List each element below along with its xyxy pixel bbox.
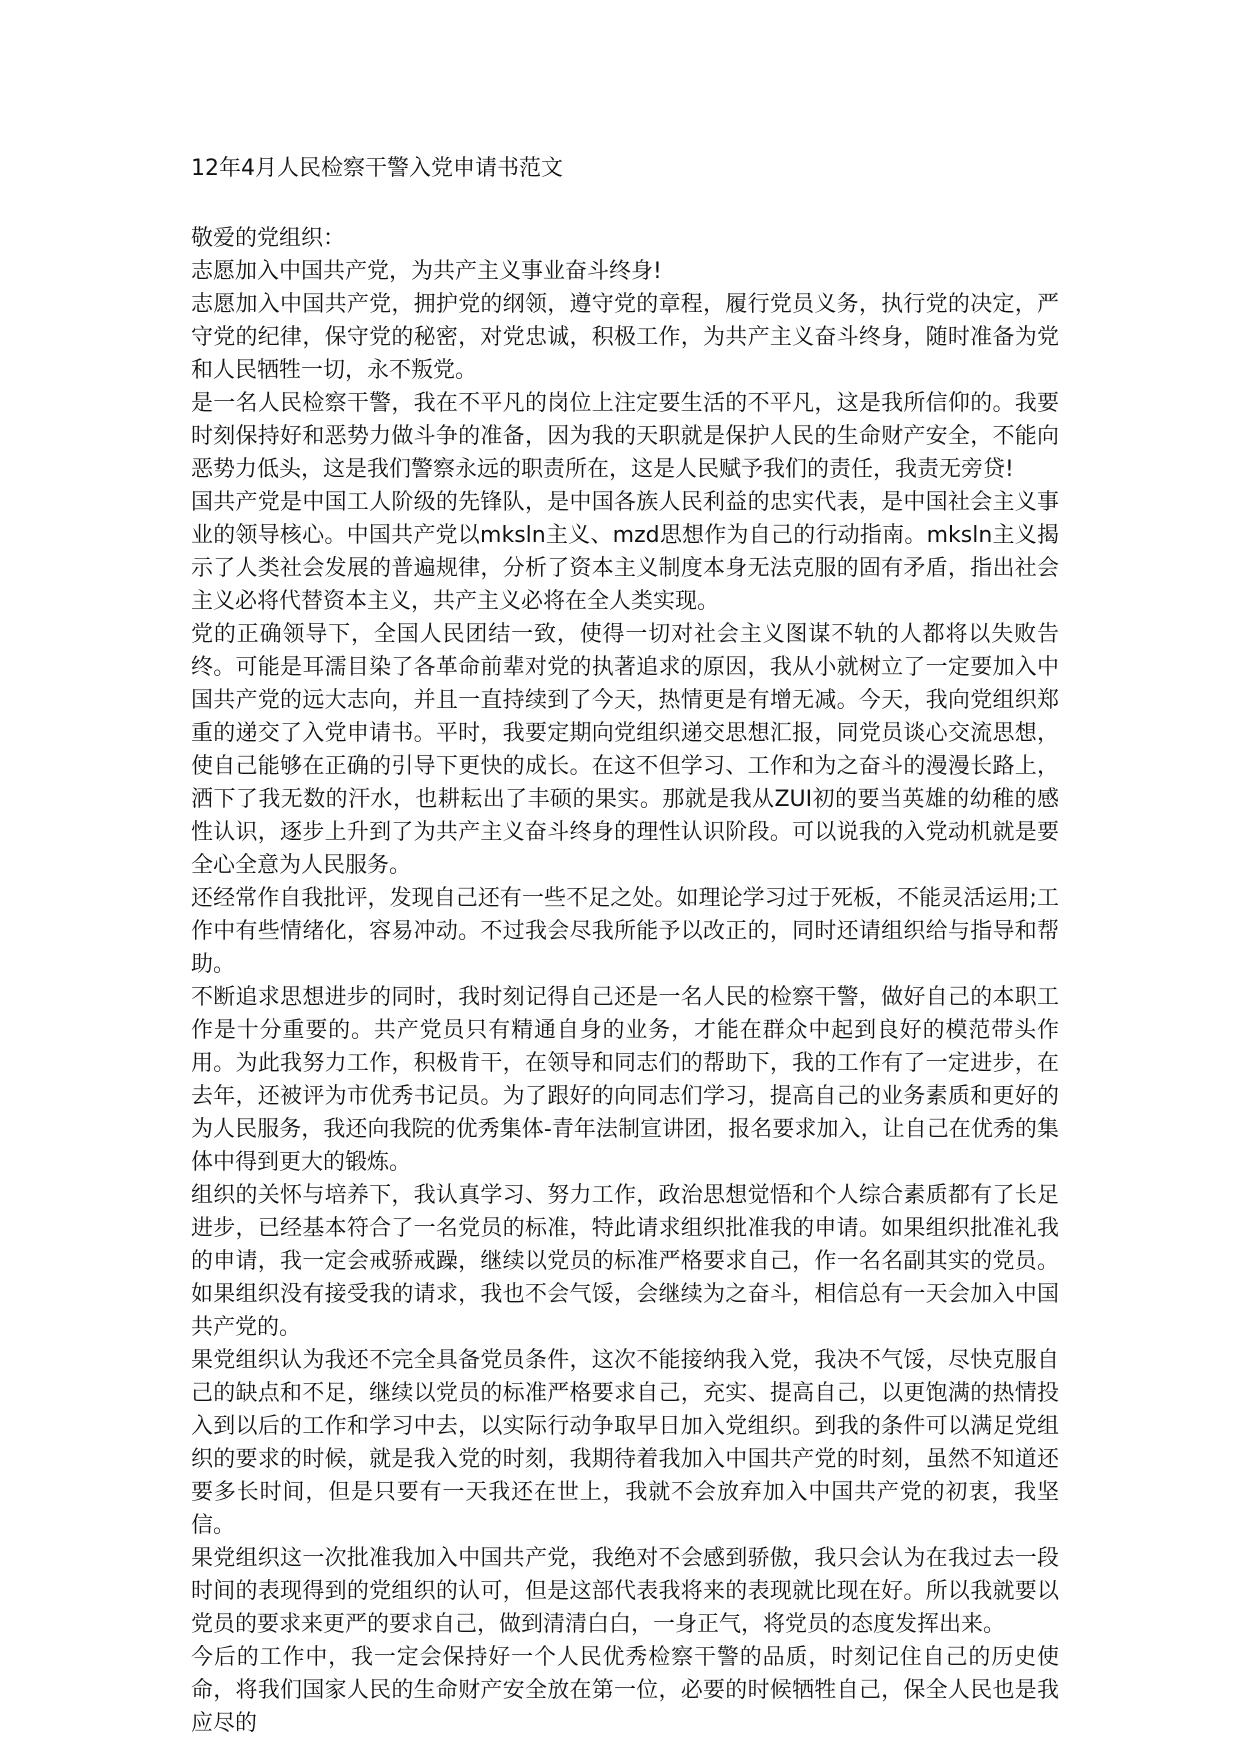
paragraph: 党的正确领导下，全国人民团结一致，使得一切对社会主义图谋不轨的人都将以失败告终。可能是耳濡目染了各革命前辈对党的执著追求的原因，我从小就树立了一定要加入中国共产党的远大志向，并且一直持续到了今天，热情更是有增无减。今天，我向党组织郑重的递交了入党申请书。平时，我要定期向党组织递交思想汇报，同党员谈心交流思想，使自己能够在正确的引导下更快的成长。在这不但学习、工作和为之奋斗的漫漫长路上，洒下了我无数的汗水，也耕耘出了丰硕的果实。那就是我从ZUI初的要当英雄的幼稚的感性认识，逐步上升到了为共产主义奋斗终身的理性认识阶段。可以说我的入党动机就是要全心全意为人民服务。 <box>191 622 1059 878</box>
paragraph: 是一名人民检察干警，我在不平凡的岗位上注定要生活的不平凡，这是我所信仰的。我要时刻保持好和恶势力做斗争的准备，因为我的天职就是保护人民的生命财产安全，不能向恶势力低头，这是我们警察永远的职责所在，这是人民赋予我们的责任，我责无旁贷! <box>191 391 1059 482</box>
paragraph: 不断追求思想进步的同时，我时刻记得自己还是一名人民的检察干警，做好自己的本职工作是十分重要的。共产党员只有精通自身的业务，才能在群众中起到良好的模范带头作用。为此我努力工作，积极肯干，在领导和同志们的帮助下，我的工作有了一定进步，在去年，还被评为市优秀书记员。为了跟好的向同志们学习，提高自己的业务素质和更好的为人民服务，我还向我院的优秀集体-青年法制宣讲团，报名要求加入，让自己在优秀的集体中得到更大的锻炼。 <box>191 985 1059 1175</box>
paragraph: 志愿加入中国共产党，拥护党的纲领，遵守党的章程，履行党员义务，执行党的决定，严守党的纪律，保守党的秘密，对党忠诚，积极工作，为共产主义奋斗终身，随时准备为党和人民牺牲一切，永不叛党。 <box>191 292 1059 383</box>
paragraph: 果党组织这一次批准我加入中国共产党，我绝对不会感到骄傲，我只会认为在我过去一段时间的表现得到的党组织的认可，但是这部代表我将来的表现就比现在好。所以我就要以党员的要求来更严的要求自己，做到清清白白，一身正气，将党员的态度发挥出来。 <box>191 1546 1059 1637</box>
paragraph: 组织的关怀与培养下，我认真学习、努力工作，政治思想觉悟和个人综合素质都有了长足进步，已经基本符合了一名党员的标准，特此请求组织批准我的申请。如果组织批准礼我的申请，我一定会戒骄戒躁，继续以党员的标准严格要求自己，作一名名副其实的党员。如果组织没有接受我的请求，我也不会气馁，会继续为之奋斗，相信总有一天会加入中国共产党的。 <box>191 1183 1059 1340</box>
document-body <box>191 152 1059 1740</box>
document-title: 12年4月人民检察干警入党申请书范文 <box>191 156 563 181</box>
paragraph: 果党组织认为我还不完全具备党员条件，这次不能接纳我入党，我决不气馁，尽快克服自己的缺点和不足，继续以党员的标准严格要求自己，充实、提高自己，以更饱满的热情投入到以后的工作和学习中去，以实际行动争取早日加入党组织。到我的条件可以满足党组织的要求的时候，就是我入党的时刻，我期待着我加入中国共产党的时刻，虽然不知道还要多长时间，但是只要有一天我还在世上，我就不会放弃加入中国共产党的初衷，我坚信。 <box>191 1348 1059 1538</box>
salutation: 敬爱的党组织： <box>191 226 346 251</box>
paragraph: 还经常作自我批评，发现自己还有一些不足之处。如理论学习过于死板，不能灵活运用;工作中有些情绪化，容易冲动。不过我会尽我所能予以改正的，同时还请组织给与指导和帮助。 <box>191 886 1059 977</box>
paragraph: 今后的工作中，我一定会保持好一个人民优秀检察干警的品质，时刻记住自己的历史使命，将我们国家人民的生命财产安全放在第一位，必要的时候牺牲自己，保全人民也是我应尽的 <box>191 1645 1059 1736</box>
paragraph: 志愿加入中国共产党，为共产主义事业奋斗终身! <box>191 259 662 284</box>
paragraph: 国共产党是中国工人阶级的先锋队，是中国各族人民利益的忠实代表，是中国社会主义事业的领导核心。中国共产党以mksln主义、mzd思想作为自己的行动指南。mksln主义揭示了人类社会发展的普遍规律，分析了资本主义制度本身无法克服的固有矛盾，指出社会主义必将代替资本主义，共产主义必将在全人类实现。 <box>191 490 1059 614</box>
